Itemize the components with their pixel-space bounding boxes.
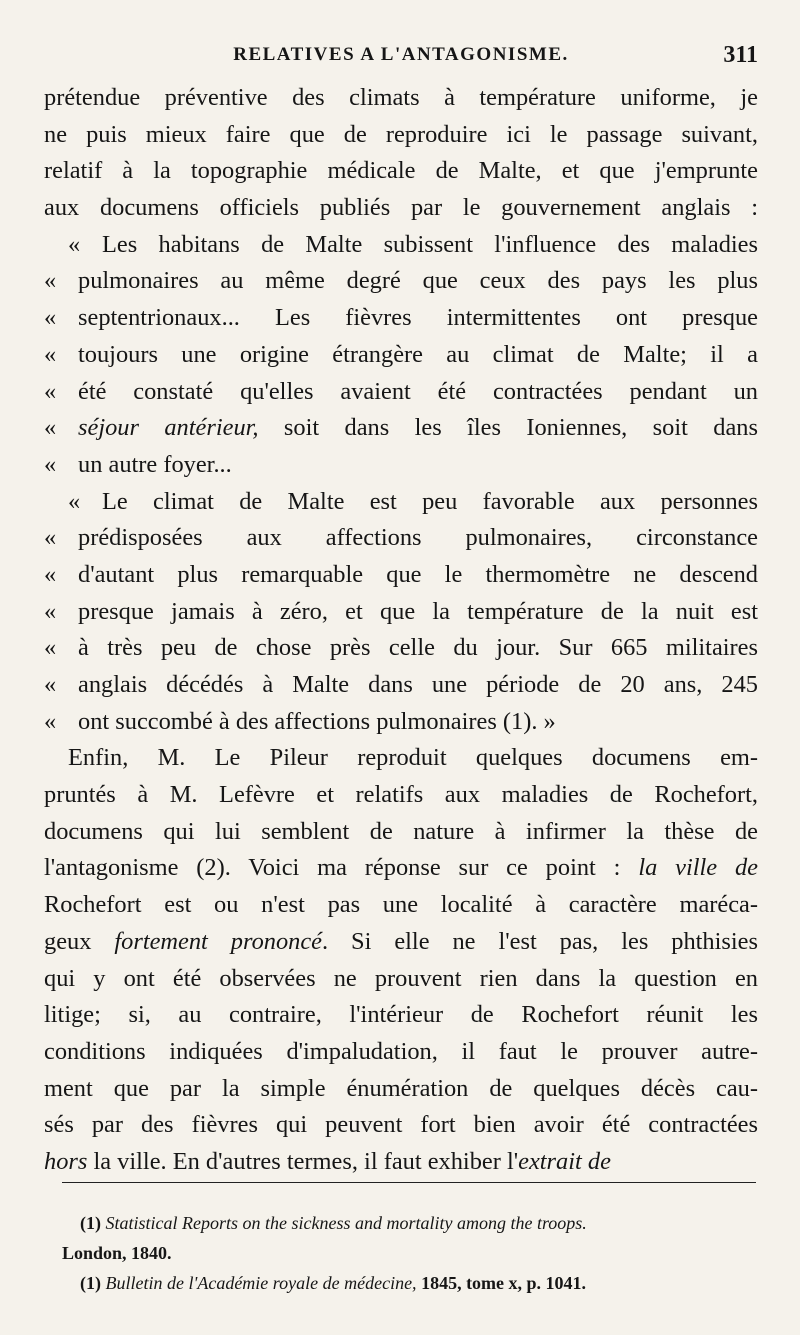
text-line — [44, 667, 758, 704]
line-text: geux — [44, 927, 115, 955]
text-line — [44, 1034, 758, 1071]
text-line — [44, 594, 758, 631]
line-text: toujours une origine étrangère au climat de Malte; il a — [78, 340, 758, 368]
text-line — [44, 630, 758, 667]
line-text: pulmonaires au même degré que ceux des pays les plus — [78, 267, 758, 295]
footnotes — [62, 1208, 758, 1298]
line-text: à très peu de chose près celle du jour. Sur 665 militaires — [78, 634, 758, 662]
line-text: l'antagonisme (2). Voici ma réponse sur ce point : — [44, 854, 639, 882]
line-text: ne puis mieux faire que de reproduire ici le passage suivant, — [44, 120, 758, 148]
text-line — [44, 190, 758, 227]
text-line — [44, 374, 758, 411]
text-line — [44, 80, 758, 117]
footnote-1-number: (1) — [80, 1213, 101, 1233]
text-line — [44, 704, 758, 741]
quote-mark: « — [44, 597, 57, 625]
text-line — [44, 117, 758, 154]
line-text: Rochefort est ou n'est pas une localité à caractère maréca- — [44, 891, 758, 919]
footnote-divider — [62, 1182, 756, 1183]
body-text — [44, 80, 758, 1181]
line-text: un autre foyer... — [78, 450, 232, 478]
italic-text: hors — [44, 1147, 88, 1175]
footnote-1-continuation: London, 1840. — [62, 1243, 172, 1263]
italic-text: la ville de — [638, 854, 758, 882]
text-line — [44, 1071, 758, 1108]
italic-text: extrait de — [518, 1147, 611, 1175]
text-line — [44, 924, 758, 961]
italic-text: fortement prononcé — [114, 927, 322, 955]
line-text: Enfin, M. Le Pileur reproduit quelques documens em- — [68, 744, 758, 772]
running-title: RELATIVES A L'ANTAGONISME. — [233, 44, 569, 65]
text-line — [44, 447, 758, 484]
text-line — [44, 300, 758, 337]
text-line — [44, 227, 758, 264]
text-line — [44, 850, 758, 887]
line-text: presque jamais à zéro, et que la température de la nuit est — [78, 597, 758, 625]
line-text: documens qui lui semblent de nature à infirmer la thèse de — [44, 817, 758, 845]
text-line — [44, 520, 758, 557]
text-line — [44, 887, 758, 924]
page-header — [44, 42, 758, 72]
text-line — [44, 1144, 758, 1181]
footnote-2-reference: 1845, tome x, p. 1041. — [416, 1273, 587, 1293]
line-text: sés par des fièvres qui peuvent fort bien avoir été contractées — [44, 1111, 758, 1139]
quote-mark: « — [44, 634, 57, 662]
quote-mark: « — [68, 487, 81, 515]
line-text: soit dans les îles Ioniennes, soit dans — [258, 414, 758, 442]
quote-mark: « — [44, 304, 57, 332]
text-line — [44, 997, 758, 1034]
text-line — [44, 484, 758, 521]
line-text: Le climat de Malte est peu favorable aux personnes — [102, 487, 758, 515]
footnote-2 — [62, 1268, 758, 1298]
quote-mark: « — [44, 560, 57, 588]
text-line — [44, 814, 758, 851]
line-text: litige; si, au contraire, l'intérieur de Rochefort réunit les — [44, 1001, 758, 1029]
quote-mark: « — [44, 671, 57, 698]
text-line — [44, 1107, 758, 1144]
line-text: qui y ont été observées ne prouvent rien dans la question en — [44, 964, 758, 992]
line-text: conditions indiquées d'impaludation, il faut le prouver autre- — [44, 1037, 758, 1065]
quote-mark: « — [44, 707, 57, 735]
footnote-2-number: (1) — [80, 1273, 101, 1293]
text-line — [44, 557, 758, 594]
line-text: ont succombé à des affections pulmonaires (1). » — [78, 707, 556, 735]
quote-mark: « — [44, 450, 57, 478]
quote-mark: « — [44, 267, 57, 295]
line-text: relatif à la topographie médicale de Malte, et que j'emprunte — [44, 157, 758, 185]
quote-mark: « — [44, 340, 57, 368]
line-text: prédisposées aux affections pulmonaires, circonstance — [78, 524, 758, 552]
line-text: Les habitans de Malte subissent l'influence des maladies — [102, 230, 758, 258]
footnote-1-title: Statistical Reports on the sickness and mortality among the troops. — [105, 1213, 587, 1233]
text-line — [44, 263, 758, 300]
line-text: pruntés à M. Lefèvre et relatifs aux maladies de Rochefort, — [44, 781, 758, 809]
line-text: été constaté qu'elles avaient été contractées pendant un — [78, 377, 758, 405]
text-line — [44, 777, 758, 814]
footnote-2-title: Bulletin de l'Académie royale de médecine, — [105, 1273, 417, 1293]
page-number: 311 — [723, 42, 758, 68]
line-text: septentrionaux... Les fièvres intermittentes ont presque — [78, 304, 758, 332]
line-text: la ville. En d'autres termes, il faut exhiber l' — [87, 1147, 519, 1175]
quote-mark: « — [44, 414, 57, 442]
text-line — [44, 961, 758, 998]
line-text: d'autant plus remarquable que le thermomètre ne descend — [78, 560, 758, 588]
line-text: ment que par la simple énumération de quelques décès cau- — [44, 1074, 758, 1102]
line-text: aux documens officiels publiés par le gouvernement anglais : — [44, 194, 758, 222]
text-line — [44, 410, 758, 447]
italic-text: séjour antérieur, — [78, 414, 259, 442]
quote-mark: « — [44, 377, 57, 405]
text-line — [44, 337, 758, 374]
line-text-tail: . Si elle ne l'est pas, les phthisies — [322, 927, 758, 955]
text-line — [44, 153, 758, 190]
footnote-1 — [62, 1208, 758, 1238]
text-line — [44, 740, 758, 777]
quote-mark: « — [68, 230, 81, 258]
line-text: anglais décédés à Malte dans une période de 20 ans, 245 — [78, 671, 758, 698]
line-text: prétendue préventive des climats à température uniforme, je — [44, 84, 758, 111]
quote-mark: « — [44, 524, 57, 552]
